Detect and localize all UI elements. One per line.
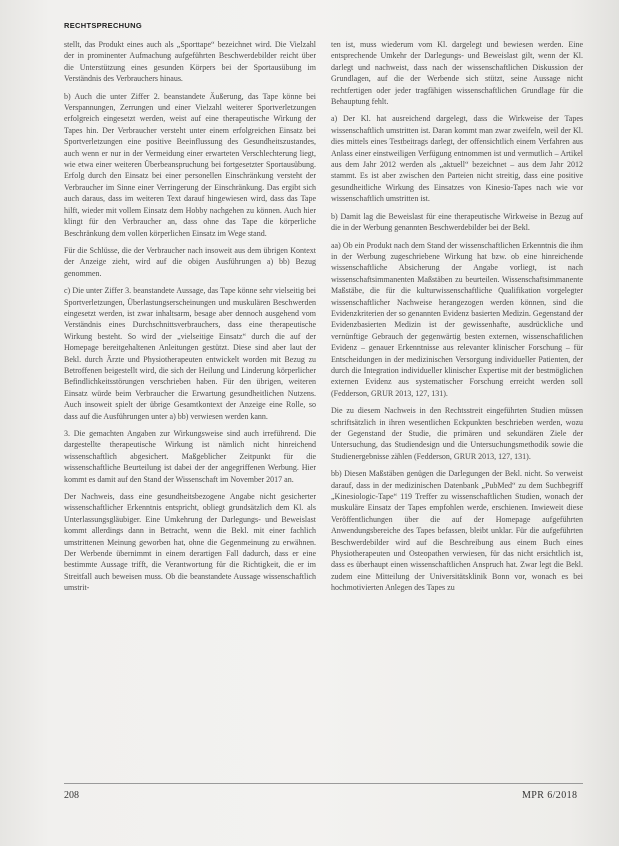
paragraph: Der Nachweis, dass eine gesundheitsbezogene Angabe nicht gesicherter wissenschaftlicher Erkenntnis entspricht, obliegt grundsätzlich dem Kl. als Unterlassungsgläubiger. Eine Umkehrung der Darlegungs- und Beweislast kommt allerdings dann in Betracht, wenn die Bekl. mit einer fachlich umstrittenen Meinung geworben hat, ohne die Gegenmeinung zu erwähnen. Der Werbende übernimmt in einem derartigen Fall dadurch, dass er eine bestimmte Aussage trifft, die Verantwortung für die Richtigkeit, die er im Streitfall auch beweisen muss. Ob die beanstandete Aussage wissenschaftlich umstrit- xyxy=(64,492,316,593)
paragraph: b) Damit lag die Beweislast für eine therapeutische Wirkweise in Bezug auf die in der Werbung genannten Beschwerdebilder bei der Bekl. xyxy=(331,211,583,233)
paragraph: c) Die unter Ziffer 3. beanstandete Aussage, das Tape könne sehr vielseitig bei Sportverletzungen, Überlastungserscheinungen und muskulären Beschwerden eingesetzt werden, ist zwar inhaltsarm, besage aber dennoch ausgehend vom Verständnis eines Durchschnittsverbrauchers, dass eine therapeutische Wirkung besteht. So wird der „vielseitige Einsatz“ durch die auf der Homepage bereitgehaltenen Anleitungen gestützt. Diese sind aber laut der Bekl. durch Ärzte und Physiotherapeuten entwickelt worden mit Bezug zu Betroffenen beigestellt wird, die sich der Heilung und Linderung körperlicher Befindlichkeitsstörungen verschrieben haben. Für den übrigen, weiteren Einsatz würde beim Verbraucher die Erwartung gesundheitlichen Nutzens. Auch insoweit spielt der übrige Gesamtkontext der Anzeige eine Rolle, so dass auf die Ausführungen unter a) bb) verwiesen werden kann. xyxy=(64,286,316,421)
paragraph: bb) Diesen Maßstäben genügen die Darlegungen der Bekl. nicht. So verweist darauf, dass in der medizinischen Datenbank „PubMed“ zu dem Suchbegriff „Kinesiologic-Tape“ 119 Treffer zu wissenschaftlichen Studien, wonach der muskuläre Einsatz der Tapes empfohlen werde, erschienen. Inwieweit diese Veröffentlichungen über die auf der Homepage aufgeführten Anwendungsbereiche des Tapes befassen, bleibt unklar. Für die aufgeführten Beschwerdebilder wird auf die Beschreibung aus einem Buch eines Physiotherapeuten und Osteopathen verwiesen, für das nicht ersichtlich ist, dass es überhaupt einen wissenschaftlichen Anspruch hat. Zwar legt die Bekl. zudem eine Mitteilung der Universitätsklinik Bonn vor, wonach es bei hochmotivierten Anlegen des Tapes zu xyxy=(331,469,583,593)
text-column-right xyxy=(331,39,583,600)
page-number: 208 xyxy=(64,790,79,801)
journal-issue: MPR 6/2018 xyxy=(522,790,578,801)
paragraph: Für die Schlüsse, die der Verbraucher nach insoweit aus dem übrigen Kontext der Anzeige zieht, wird auf die obigen Ausführungen a) bb) Bezug genommen. xyxy=(64,245,316,278)
paragraph: a) Der Kl. hat ausreichend dargelegt, dass die Wirkweise der Tapes wissenschaftlich umstritten ist. Daran kommt man zwar zweifeln, weil der Kl. dies mittels eines Testbeitrags darlegt, der offensichtlich einem Verfahren aus Anlass einer einstweiligen Verfügung entnommen ist und vermutlich – Artikel aus dem Jahr 2012 werden als „aktuell“ bezeichnet – aus dem Jahr 2012 stammt. Es ist aber zwischen den Parteien nicht streitig, dass eine positive gesundheitliche Wirkung des Einsatzes von Kinesio-Tapes nach wie vor wissenschaftlich umstritten ist. xyxy=(331,114,583,204)
paragraph: aa) Ob ein Produkt nach dem Stand der wissenschaftlichen Erkenntnis die ihm in der Werbung zugeschriebene Wirkung hat bzw. ob eine hinreichende wissenschaftliche Absicherung der Angabe vorliegt, ist nach wissenschaftsimmanenten Maßstäben zu beurteilen. Wissenschaftsimmanente Maßstäbe, die für die kulturwissenschaftliche Qualifikation vorgelegter wissenschaftlicher Nachweise herangezogen werden können, sind die Evidenzkriterien der so genannten Evidenz basierten Medizin. Gegenstand der Evidenzbasierten Medizin ist der gewissenhafte, ausdrückliche und vernünftige Gebrauch der gegenwärtig besten externen, wissenschaftlichen Evidenz – genauer Erkenntnisse aus relevanter klinischer Forschung – für Entscheidungen in der medizinischen Versorgung individueller Patienten, der durch die Integration individueller klinischer Expertise mit der bestmöglichen externen Evidenz aus systematischer Forschung erreicht werden soll (Fedderson, GRUR 2013, 127, 131). xyxy=(331,240,583,398)
paragraph: stellt, das Produkt eines auch als „Sporttape“ bezeichnet wird. Die Vielzahl der in prominenter Aufmachung aufgeführten Beschwerdebilder reicht über die Unterstützung eines gesunden Körpers bei der Sportausübung im Verständnis des Verbrauchers hinaus. xyxy=(64,40,316,84)
section-header: RECHTSPRECHUNG xyxy=(64,21,142,30)
paragraph: 3. Die gemachten Angaben zur Wirkungsweise sind auch irreführend. Die dargestellte therapeutische Wirkung ist nämlich nicht hinreichend wissenschaftlich abgesichert. Maßgeblicher Zeitpunkt für die wissenschaftliche Beurteilung ist dabei der der angegriffenen Werbung. Hier kommt es damit auf den Stand der Wissenschaft im November 2017 an. xyxy=(64,429,316,484)
paragraph: ten ist, muss wiederum vom Kl. dargelegt und bewiesen werden. Eine entsprechende Umkehr der Darlegungs- und Beweislast gilt, wenn der Kl. darlegt und nachweist, dass nach der wissenschaftlichen Diskussion der Grundlagen, auf die der Werbende sich stützt, seine Aussage nicht rechtfertigen oder jeder tragfähigen wissenschaftlichen Grundlage für die Behauptung fehlt. xyxy=(331,40,583,107)
footer-divider xyxy=(64,783,583,784)
text-column-left xyxy=(64,39,316,600)
paragraph: b) Auch die unter Ziffer 2. beanstandete Äußerung, das Tape könne bei Verspannungen, Zerrungen und einer Vielzahl weiterer Sportverletzungen erfolgreich eingesetzt werden, weist auf eine therapeutische Wirkung der Tapes hin. Der Verbraucher versteht unter einem erfolgreichen Einsatz bei Sportverletzungen eine positive Beeinflussung des Gesundheitszustandes, auch wenn er nur in der Vermeidung einer erwarteten Verschlechterung liegt, wie etwa einer weiteren Überbeanspruchung bei fortgesetzter Sportausübung. Erfolg durch den Einsatz bei einer personellen Einschränkung versteht der Verbraucher im Sinne einer Verringerung der Einschränkung. Das ergibt sich auch daraus, dass im weiteren Text darauf hingewiesen wird, dass das Tape hilft, wieder mit vollem Einsatz dem Hobby nachgehen zu können. Auch hier klingt für den Verbraucher an, dass ohne das Tape die körperliche Beschränkung dem vollen körperlichen Einsatz im Wege stand. xyxy=(64,91,316,238)
paragraph: Die zu diesem Nachweis in den Rechtsstreit eingeführten Studien müssen schriftsätzlich in ihren wesentlichen Eckpunkten beschrieben werden, wozu der Gegenstand der Studie, die primären und sekundären Ziele der Untersuchung, das Studiendesign und die Untersuchungsmethodik sowie die Studienergebnisse zählen (Fedderson, GRUR 2013, 127, 131). xyxy=(331,406,583,461)
